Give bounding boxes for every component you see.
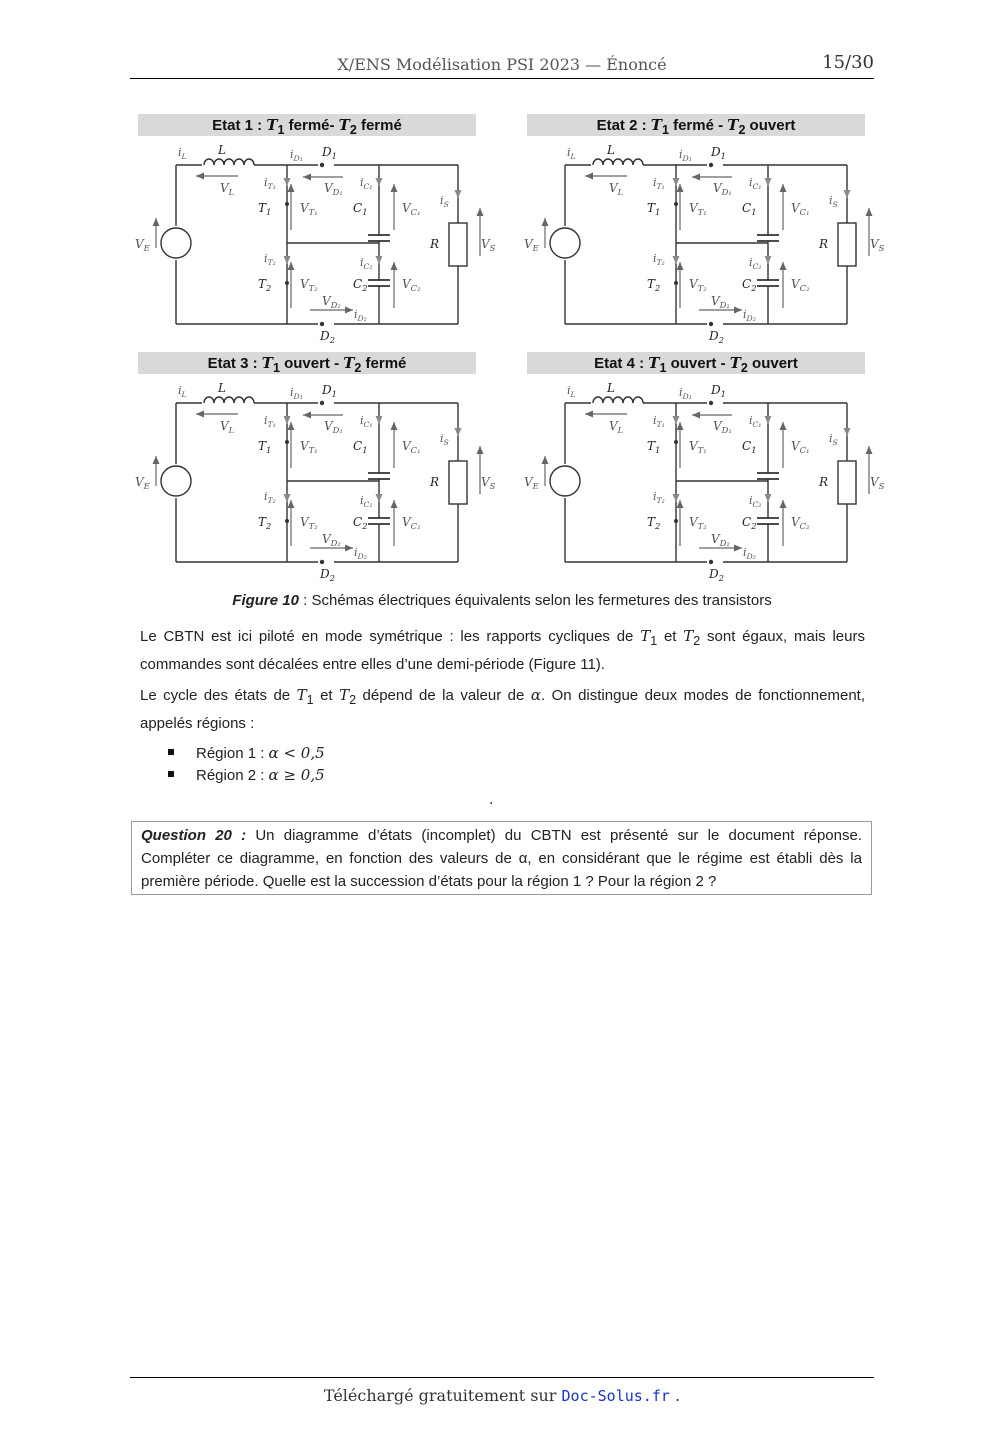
transistor-t2 (285, 519, 289, 523)
label-vd1: $V_{D_1}$ (713, 181, 732, 197)
label-ic1: $i_{C_1}$ (749, 414, 762, 429)
label-vd1: $V_{D_1}$ (324, 419, 343, 435)
arrow-head (288, 262, 295, 270)
transistor-t1 (674, 440, 678, 444)
label-t1: $T_1$ (258, 439, 272, 455)
diode-d1 (709, 401, 713, 405)
paragraph-2: Le cycle des états de $T_1$ et $T_2$ dépend de la valeur de α. On distingue deux modes de fonctionnement, appelés régions : (140, 686, 865, 732)
label-d2: $D_2$ (709, 329, 724, 345)
arrow-head (673, 178, 680, 186)
arrow-head (734, 307, 742, 314)
diode-d2 (709, 560, 713, 564)
label-d2: $D_2$ (320, 567, 335, 583)
inductor-coil (214, 397, 224, 403)
label-c2: $C_2$ (742, 515, 757, 531)
arrow-head (345, 545, 353, 552)
label-d1: $D_1$ (322, 383, 337, 399)
label-ic2: $i_{C_2}$ (360, 256, 373, 271)
arrow-head (780, 184, 787, 192)
label-il: $i_L$ (178, 146, 187, 161)
arrow-head (391, 422, 398, 430)
voltage-source (550, 466, 580, 496)
label-ic2: $i_{C_2}$ (749, 494, 762, 509)
label-d2: $D_2$ (320, 329, 335, 345)
arrow-head (780, 500, 787, 508)
arrow-head (284, 178, 291, 186)
inductor-coil (623, 397, 633, 403)
circuit-panel-3 (135, 352, 496, 583)
resistor (449, 223, 467, 266)
arrow-head (844, 190, 851, 198)
inductor-coil (224, 159, 234, 165)
diode-d1 (320, 401, 324, 405)
inductor-coil (633, 397, 643, 403)
arrow-head (376, 256, 383, 264)
label-r: R (819, 237, 829, 251)
label-is: $i_S$ (829, 432, 838, 447)
circuit-diagram (524, 376, 885, 583)
label-l: L (218, 143, 226, 157)
panel-title: Etat 2 : $T_1$ fermé - $T_2$ ouvert (527, 114, 865, 136)
circuit-panel-1 (135, 114, 496, 345)
label-it1: $i_{T_1}$ (653, 414, 665, 429)
label-vt2: $V_{T_2}$ (689, 277, 707, 293)
label-c1: $C_1$ (742, 201, 757, 217)
footer-link[interactable]: Doc-Solus.fr (561, 1387, 670, 1405)
arrow-head (345, 307, 353, 314)
label-il: $i_L$ (567, 146, 576, 161)
inductor-coil (593, 397, 603, 403)
stray-dot: · (489, 796, 494, 812)
page-header (130, 52, 874, 79)
label-vc1: $V_{C_1}$ (402, 439, 421, 455)
transistor-t2 (285, 281, 289, 285)
diode-d2 (320, 560, 324, 564)
transistor-t2 (674, 519, 678, 523)
label-r: R (430, 475, 440, 489)
arrow-head (153, 456, 160, 464)
label-c1: $C_1$ (742, 439, 757, 455)
label-ic1: $i_{C_1}$ (749, 176, 762, 191)
inductor-coil (234, 159, 244, 165)
inductor-coil (613, 159, 623, 165)
arrow-head (391, 184, 398, 192)
label-ve: $V_E$ (524, 475, 539, 491)
arrow-head (196, 173, 204, 180)
label-vs: $V_S$ (481, 475, 496, 491)
label-it1: $i_{T_1}$ (264, 414, 276, 429)
label-r: R (819, 475, 829, 489)
arrow-head (288, 422, 295, 430)
circuit-diagram (135, 138, 496, 345)
arrow-head (196, 411, 204, 418)
label-vl: $V_L$ (609, 181, 624, 197)
inductor-coil (603, 397, 613, 403)
label-id2: $i_{D_2}$ (743, 546, 756, 561)
label-ic1: $i_{C_1}$ (360, 414, 373, 429)
arrow-head (673, 256, 680, 264)
label-it2: $i_{T_2}$ (653, 490, 665, 505)
label-it1: $i_{T_1}$ (264, 176, 276, 191)
label-id2: $i_{D_2}$ (743, 308, 756, 323)
list-item: Région 1 : α < 0,5 (168, 744, 325, 762)
inductor-coil (593, 159, 603, 165)
arrow-head (765, 494, 772, 502)
footer-rule (130, 1377, 874, 1378)
arrow-head (153, 218, 160, 226)
label-vc2: $V_{C_2}$ (402, 277, 421, 293)
arrow-head (542, 456, 549, 464)
label-vt1: $V_{T_1}$ (300, 201, 318, 217)
inductor-coil (633, 159, 643, 165)
arrow-head (477, 446, 484, 454)
label-vl: $V_L$ (220, 419, 235, 435)
label-t1: $T_1$ (258, 201, 272, 217)
inductor-coil (204, 159, 214, 165)
arrow-head (284, 416, 291, 424)
label-ve: $V_E$ (524, 237, 539, 253)
label-l: L (607, 381, 615, 395)
label-ic2: $i_{C_2}$ (749, 256, 762, 271)
resistor (838, 223, 856, 266)
label-il: $i_L$ (567, 384, 576, 399)
arrow-head (780, 422, 787, 430)
label-vs: $V_S$ (870, 237, 885, 253)
label-vt1: $V_{T_1}$ (689, 439, 707, 455)
label-t2: $T_2$ (647, 515, 661, 531)
label-vc1: $V_{C_1}$ (791, 439, 810, 455)
footer: Téléchargé gratuitement sur Doc-Solus.fr . (323, 1386, 681, 1405)
label-vd1: $V_{D_1}$ (324, 181, 343, 197)
label-id1: $i_{D_1}$ (679, 386, 692, 401)
inductor-coil (623, 159, 633, 165)
label-ve: $V_E$ (135, 237, 150, 253)
question-text: Un diagramme d’états (incomplet) du CBTN est présenté sur le document réponse. Compléter ce diagramme, en fonction des valeurs de α, en considérant que le régime est établi dès la première période. Quelle est la succession d’états pour la région 1 ? Pour la région 2 ? (141, 827, 862, 890)
label-vl: $V_L$ (220, 181, 235, 197)
arrow-head (288, 184, 295, 192)
label-vc2: $V_{C_2}$ (791, 515, 810, 531)
arrow-head (376, 494, 383, 502)
voltage-source (161, 228, 191, 258)
panel-title: Etat 3 : $T_1$ ouvert - $T_2$ fermé (138, 352, 476, 374)
arrow-head (734, 545, 742, 552)
inductor-coil (234, 397, 244, 403)
inductor-coil (613, 397, 623, 403)
label-it2: $i_{T_2}$ (653, 252, 665, 267)
label-vc1: $V_{C_1}$ (402, 201, 421, 217)
list-item: Région 2 : α ≥ 0,5 (168, 766, 325, 784)
arrow-head (677, 184, 684, 192)
arrow-head (376, 178, 383, 186)
label-vd2: $V_{D_2}$ (711, 294, 730, 310)
transistor-t1 (285, 202, 289, 206)
panel-title: Etat 1 : $T_1$ fermé- $T_2$ fermé (138, 114, 476, 136)
arrow-head (765, 416, 772, 424)
arrow-head (866, 446, 873, 454)
arrow-head (585, 173, 593, 180)
arrow-head (303, 174, 311, 181)
voltage-source (161, 466, 191, 496)
circuit-panel-4 (524, 352, 885, 583)
arrow-head (780, 262, 787, 270)
circuit-panel-2 (524, 114, 885, 345)
arrow-head (455, 190, 462, 198)
label-vt2: $V_{T_2}$ (300, 515, 318, 531)
label-vs: $V_S$ (481, 237, 496, 253)
inductor-coil (224, 397, 234, 403)
label-it2: $i_{T_2}$ (264, 490, 276, 505)
arrow-head (303, 412, 311, 419)
label-vd1: $V_{D_1}$ (713, 419, 732, 435)
label-l: L (218, 381, 226, 395)
label-c2: $C_2$ (353, 277, 368, 293)
circuit-diagram (524, 138, 885, 345)
arrow-head (866, 208, 873, 216)
circuit-diagram (135, 376, 496, 583)
label-d1: $D_1$ (711, 383, 726, 399)
label-ve: $V_E$ (135, 475, 150, 491)
arrow-head (477, 208, 484, 216)
arrow-head (677, 500, 684, 508)
arrow-head (391, 262, 398, 270)
inductor-coil (603, 159, 613, 165)
diode-d2 (320, 322, 324, 326)
inductor-coil (204, 397, 214, 403)
label-t2: $T_2$ (258, 515, 272, 531)
label-vl: $V_L$ (609, 419, 624, 435)
arrow-head (765, 178, 772, 186)
label-vd2: $V_{D_2}$ (711, 532, 730, 548)
page-number: 15/30 (822, 52, 874, 73)
question-label: Question 20 : (141, 827, 247, 844)
label-ic2: $i_{C_2}$ (360, 494, 373, 509)
label-is: $i_S$ (440, 432, 449, 447)
label-id2: $i_{D_2}$ (354, 546, 367, 561)
inductor-coil (244, 159, 254, 165)
question-box (131, 821, 872, 895)
label-d1: $D_1$ (711, 145, 726, 161)
label-ic1: $i_{C_1}$ (360, 176, 373, 191)
label-c2: $C_2$ (353, 515, 368, 531)
label-il: $i_L$ (178, 384, 187, 399)
arrow-head (673, 416, 680, 424)
label-l: L (607, 143, 615, 157)
label-c2: $C_2$ (742, 277, 757, 293)
label-it1: $i_{T_1}$ (653, 176, 665, 191)
paragraph-1: Le CBTN est ici piloté en mode symétrique : les rapports cycliques de $T_1$ et $T_2$ sont égaux, mais leurs commandes sont décalées entre elles d’une demi-période (Figure 11). (140, 627, 865, 673)
label-vs: $V_S$ (870, 475, 885, 491)
arrow-head (692, 174, 700, 181)
label-d1: $D_1$ (322, 145, 337, 161)
arrow-head (673, 494, 680, 502)
voltage-source (550, 228, 580, 258)
label-d2: $D_2$ (709, 567, 724, 583)
resistor (838, 461, 856, 504)
label-id1: $i_{D_1}$ (290, 148, 303, 163)
label-vt1: $V_{T_1}$ (689, 201, 707, 217)
transistor-t1 (285, 440, 289, 444)
label-is: $i_S$ (440, 194, 449, 209)
arrow-head (284, 494, 291, 502)
diode-d1 (320, 163, 324, 167)
label-t2: $T_2$ (258, 277, 272, 293)
label-is: $i_S$ (829, 194, 838, 209)
diode-d1 (709, 163, 713, 167)
label-c1: $C_1$ (353, 201, 368, 217)
label-id2: $i_{D_2}$ (354, 308, 367, 323)
panel-title: Etat 4 : $T_1$ ouvert - $T_2$ ouvert (527, 352, 865, 374)
label-vc2: $V_{C_2}$ (402, 515, 421, 531)
label-vt1: $V_{T_1}$ (300, 439, 318, 455)
arrow-head (288, 500, 295, 508)
figure-caption: Figure 10 : Schémas électriques équivalents selon les fermetures des transistors (232, 592, 772, 609)
label-id1: $i_{D_1}$ (679, 148, 692, 163)
label-vd2: $V_{D_2}$ (322, 532, 341, 548)
arrow-head (692, 412, 700, 419)
arrow-head (677, 262, 684, 270)
label-vt2: $V_{T_2}$ (300, 277, 318, 293)
label-t1: $T_1$ (647, 439, 661, 455)
diode-d2 (709, 322, 713, 326)
label-t1: $T_1$ (647, 201, 661, 217)
inductor-coil (244, 397, 254, 403)
transistor-t1 (674, 202, 678, 206)
label-vc1: $V_{C_1}$ (791, 201, 810, 217)
label-c1: $C_1$ (353, 439, 368, 455)
inductor-coil (214, 159, 224, 165)
transistor-t2 (674, 281, 678, 285)
arrow-head (284, 256, 291, 264)
resistor (449, 461, 467, 504)
arrow-head (542, 218, 549, 226)
label-t2: $T_2$ (647, 277, 661, 293)
label-vc2: $V_{C_2}$ (791, 277, 810, 293)
arrow-head (844, 428, 851, 436)
label-r: R (430, 237, 440, 251)
arrow-head (376, 416, 383, 424)
arrow-head (765, 256, 772, 264)
label-vt2: $V_{T_2}$ (689, 515, 707, 531)
arrow-head (585, 411, 593, 418)
arrow-head (677, 422, 684, 430)
label-vd2: $V_{D_2}$ (322, 294, 341, 310)
arrow-head (391, 500, 398, 508)
label-it2: $i_{T_2}$ (264, 252, 276, 267)
header-title: X/ENS Modélisation PSI 2023 — Énoncé (337, 55, 667, 74)
label-id1: $i_{D_1}$ (290, 386, 303, 401)
arrow-head (455, 428, 462, 436)
